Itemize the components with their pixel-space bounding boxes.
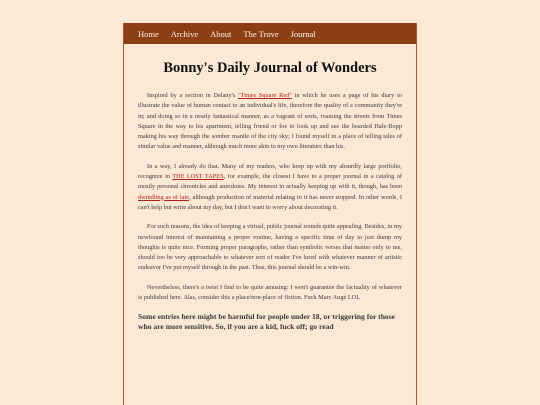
top-nav — [124, 23, 416, 44]
nav-the-trove-link[interactable]: The Trove — [243, 28, 279, 39]
paragraph-text: in which he uses a page of his diary to illustrate the value of human contact to an individual's life, therefore the quality of a community they're in; and doing so in a nearly fantastical manner, as a vagrant of sorts, roaming the streets from Times Square in the way to his apartment, telling friend or foe to look up and see the bearded Hale-Bopp making his way through the somber mantle of the city sky; I found myself in a place of telling tales of similar value and manner, although much more akin to my own literature than his. — [138, 92, 402, 151]
intro-paragraph-4: Nevertheless, there's a twist I find to be quite amusing: I won't guarantee the factuality of whatever is published here. Alas, consider this a place/non-place of fiction. Fuck Marc Augé LOL — [138, 283, 402, 302]
paragraph-text: , for example, the closest I have to a proper journal in a catalog of mostly personal chronicles and anecdotes. My interest in actually keeping up with it, though, has been — [138, 173, 402, 191]
lost-tapes-link[interactable]: THE LOST TAPES — [172, 173, 224, 181]
paragraph-text: In a way, I already do that. Many of my readers, who keep up with my absurdly large portfolio, recognize in — [138, 162, 402, 181]
main-content — [124, 60, 416, 332]
intro-paragraph-3: For such reasons, the idea of keeping a virtual, public journal sounds quite appealing. Besides, in my newfound interest of maintaining a proper routine, having a specific time of day to just dump my thoughts is quite nice. Forming proper paragraphs, rather than symbolic verses that matter only to me, should too be very approachable to whatever sort of reader I've lured with whatever manner of artistic endeavor I've put myself through in the past. Thus, this journal should be a win-win. — [138, 223, 402, 272]
nav-journal-link[interactable]: Journal — [290, 28, 316, 39]
times-square-red-link[interactable]: "Times Square Red" — [238, 92, 292, 99]
nav-archive-link[interactable]: Archive — [170, 28, 199, 39]
nav-home-link[interactable]: Home — [138, 28, 159, 39]
paragraph-text: Inspired by a section in Delany's — [147, 92, 238, 99]
nav-about-link[interactable]: About — [210, 28, 232, 39]
page-title: Bonny's Daily Journal of Wonders — [163, 60, 377, 76]
page-container — [123, 23, 417, 405]
dwindling-link[interactable]: dwindling as of late — [138, 193, 190, 201]
content-warning: Some entries here might be harmful for people under 18, or triggering for those who are more sensitive. So, if you are a kid, fuck off; go read — [138, 312, 396, 332]
intro-paragraph-1 — [138, 91, 402, 153]
intro-paragraph-2 — [138, 162, 402, 213]
paragraph-text: , although production of material relating to it has never stopped. In other words, I can't help but write about my day, but I don't want to worry about decorating it. — [138, 193, 402, 211]
